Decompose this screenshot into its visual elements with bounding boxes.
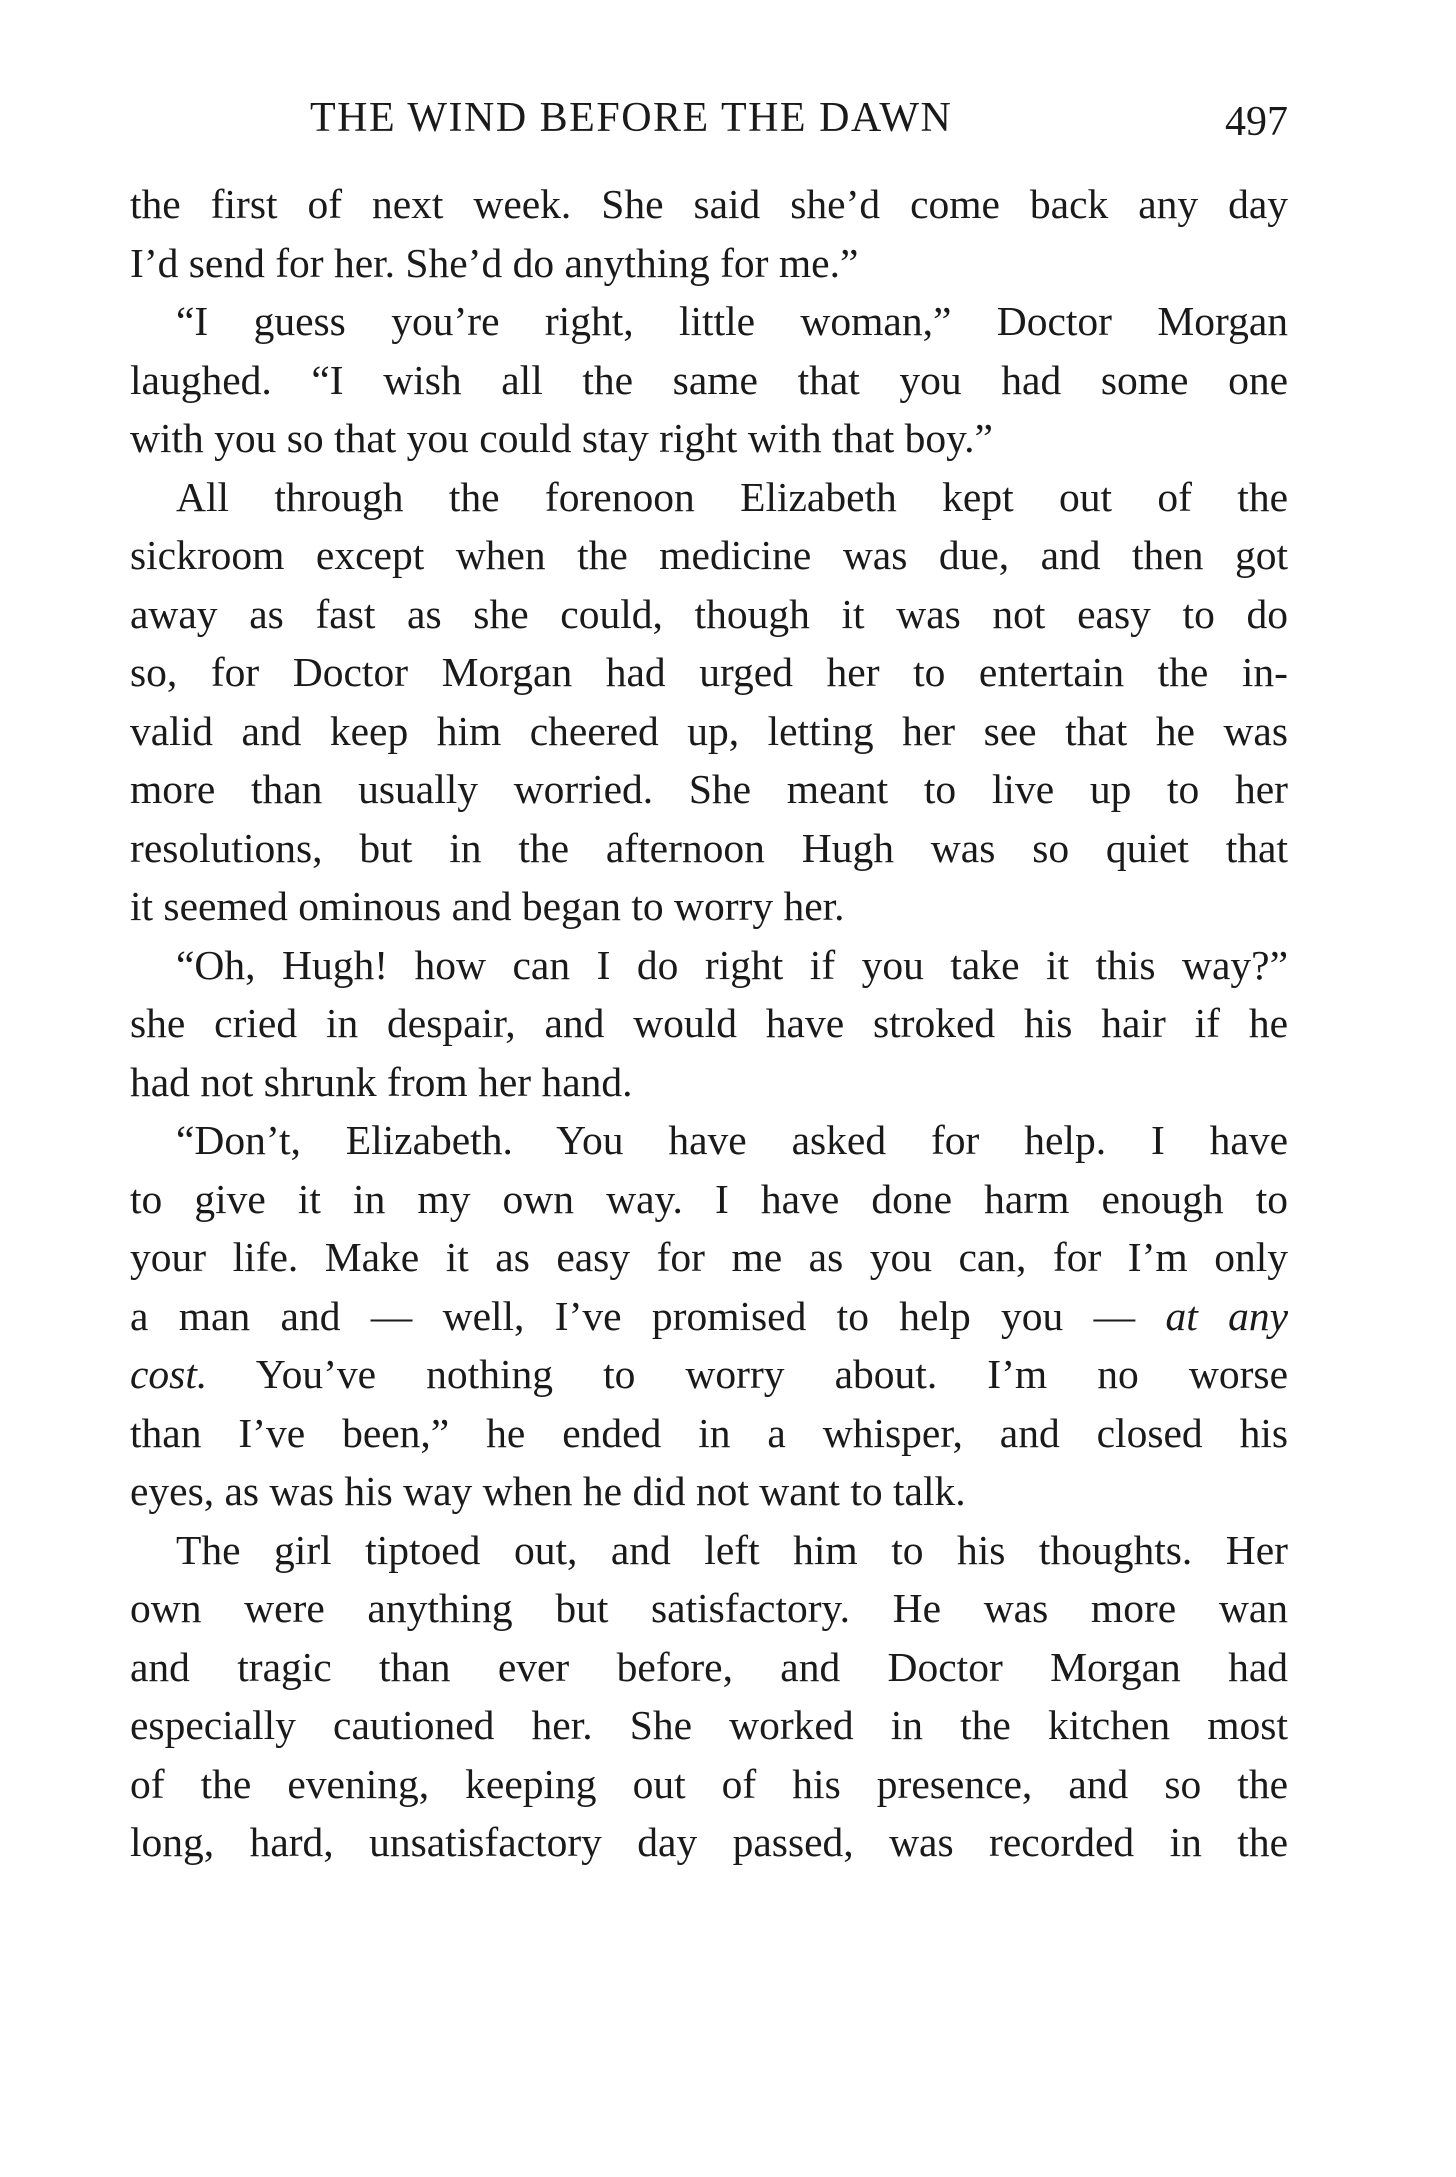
- line-text: valid and keep him cheered up, letting her see that he was: [130, 707, 1288, 754]
- text-line: [130, 351, 1288, 410]
- line-text: to give it in my own way. I have done harm enough to: [130, 1175, 1288, 1222]
- page-number: 497: [1225, 99, 1288, 145]
- text-line: [130, 1053, 1288, 1112]
- text-line: [130, 1696, 1288, 1755]
- line-text: with you so that you could stay right with that boy.”: [130, 415, 993, 461]
- line-text: eyes, as was his way when he did not want to talk.: [130, 1468, 966, 1514]
- text-line: [130, 1579, 1288, 1638]
- line-text: and tragic than ever before, and Doctor Morgan had: [130, 1643, 1288, 1690]
- text-line: [130, 1521, 1288, 1580]
- text-line: [130, 936, 1288, 995]
- text-line: [130, 1462, 1288, 1521]
- italic-text: at any: [1165, 1292, 1288, 1339]
- text-line: [130, 760, 1288, 819]
- text-line: [130, 1404, 1288, 1463]
- text-line: [130, 877, 1288, 936]
- text-line: [130, 468, 1288, 527]
- text-line: [130, 234, 1288, 293]
- line-text: especially cautioned her. She worked in the kitchen most: [130, 1702, 1288, 1748]
- text-line: [130, 1638, 1288, 1697]
- line-text: All through the forenoon Elizabeth kept out of the: [176, 473, 1288, 520]
- text-line: [130, 1345, 1288, 1404]
- text-line: [130, 1111, 1288, 1170]
- text-line: [130, 643, 1288, 702]
- text-line: [130, 585, 1288, 644]
- line-text: your life. Make it as easy for me as you can, for I’m only: [130, 1234, 1288, 1280]
- line-text: more than usually worried. She meant to live up to her: [130, 766, 1288, 812]
- text-line: [130, 526, 1288, 585]
- page-header: [130, 88, 1288, 158]
- line-text: I’d send for her. She’d do anything for me.”: [130, 239, 859, 286]
- line-text: You’ve nothing to worry about. I’m no worse: [255, 1351, 1288, 1397]
- text-line: [130, 1755, 1288, 1814]
- text-line: [130, 409, 1288, 468]
- line-text: of the evening, keeping out of his presence, and so the: [130, 1760, 1288, 1807]
- line-text: than I’ve been,” he ended in a whisper, and closed his: [130, 1409, 1288, 1456]
- line-text: “Don’t, Elizabeth. You have asked for help. I have: [176, 1117, 1288, 1163]
- text-line: [130, 1228, 1288, 1287]
- line-text: a man and — well, I’ve promised to help you —: [130, 1292, 1136, 1339]
- line-text: she cried in despair, and would have stroked his hair if he: [130, 1000, 1288, 1046]
- text-line: [130, 1813, 1288, 1872]
- line-text: The girl tiptoed out, and left him to his thoughts. Her: [176, 1526, 1288, 1573]
- line-text: “I guess you’re right, little woman,” Doctor Morgan: [176, 298, 1288, 344]
- text-line: [130, 702, 1288, 761]
- body-text: [130, 175, 1288, 1872]
- line-text: so, for Doctor Morgan had urged her to entertain the in-: [130, 649, 1288, 695]
- line-text: own were anything but satisfactory. He was more wan: [130, 1585, 1288, 1631]
- text-line: [130, 1287, 1288, 1346]
- running-title: THE WIND BEFORE THE DAWN: [310, 95, 953, 141]
- line-text: the first of next week. She said she’d come back any day: [130, 181, 1288, 227]
- text-line: [130, 819, 1288, 878]
- line-text: away as fast as she could, though it was not easy to do: [130, 590, 1288, 637]
- line-text: had not shrunk from her hand.: [130, 1058, 633, 1105]
- italic-text: cost.: [130, 1351, 208, 1397]
- line-text: it seemed ominous and began to worry her.: [130, 883, 845, 929]
- line-text: “Oh, Hugh! how can I do right if you take it this way?”: [176, 941, 1288, 988]
- text-line: [130, 1170, 1288, 1229]
- text-line: [130, 175, 1288, 234]
- text-line: [130, 994, 1288, 1053]
- line-text: sickroom except when the medicine was due, and then got: [130, 532, 1288, 578]
- line-text: laughed. “I wish all the same that you had some one: [130, 356, 1288, 403]
- text-line: [130, 292, 1288, 351]
- line-text: long, hard, unsatisfactory day passed, was recorded in the: [130, 1819, 1288, 1865]
- line-text: resolutions, but in the afternoon Hugh was so quiet that: [130, 824, 1288, 871]
